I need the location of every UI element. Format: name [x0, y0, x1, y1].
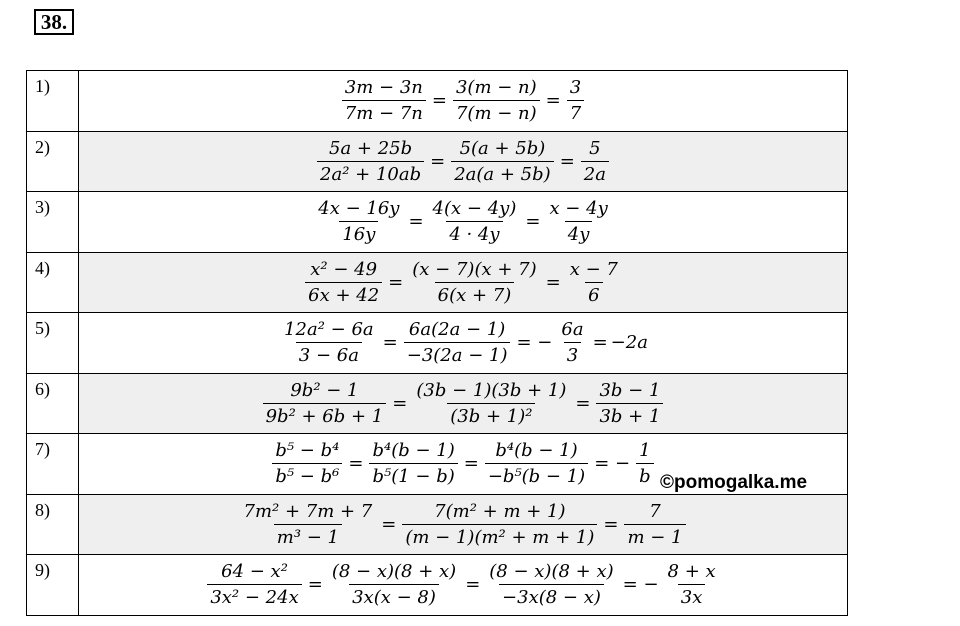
numerator: 5a + 25b [329, 137, 413, 159]
numerator: 4(x − 4y) [432, 198, 517, 220]
numerator: (8 − x)(8 + x) [331, 561, 457, 583]
table-row [27, 131, 848, 192]
operator: = [381, 513, 397, 535]
row-number: 2) [27, 131, 79, 192]
operator: = [575, 392, 591, 414]
operator: = [545, 271, 561, 293]
numerator: (x − 7)(x + 7) [412, 258, 537, 280]
denominator: b⁵(1 − b) [369, 463, 457, 487]
denominator: 6 [585, 282, 602, 306]
fraction [272, 440, 342, 487]
fraction [567, 259, 621, 306]
numerator: 3b − 1 [599, 379, 661, 401]
fraction [486, 561, 616, 608]
row-number: 4) [27, 252, 79, 313]
fraction [402, 501, 597, 548]
denominator: 2a [581, 161, 609, 185]
fraction [413, 380, 569, 427]
fraction [263, 380, 387, 427]
fraction [404, 319, 511, 366]
denominator: b [636, 463, 654, 487]
numerator: 7(m² + m + 1) [434, 500, 566, 522]
fraction [317, 138, 424, 185]
operator: = [525, 211, 541, 233]
numerator: b⁴(b − 1) [495, 440, 578, 462]
fraction [305, 259, 382, 306]
operator: = − [594, 453, 631, 475]
numerator: (3b − 1)(3b + 1) [416, 379, 567, 401]
denominator: 3x(x − 8) [349, 584, 439, 608]
numerator: 64 − x² [221, 561, 288, 583]
table-row [27, 373, 848, 434]
fraction [596, 380, 663, 427]
fraction [665, 561, 719, 608]
fraction [369, 440, 457, 487]
row-expression [79, 373, 848, 434]
denominator: m³ − 1 [274, 524, 342, 548]
operator: = − [622, 574, 659, 596]
fraction [342, 77, 426, 124]
equation-chain [269, 440, 656, 487]
solutions-table [26, 70, 848, 616]
row-number: 6) [27, 373, 79, 434]
fraction [241, 501, 376, 548]
denominator: 3x [678, 584, 706, 608]
operator: = [463, 453, 479, 475]
row-number: 3) [27, 192, 79, 253]
numerator: 6a(2a − 1) [408, 319, 506, 341]
equation-chain [260, 380, 667, 427]
fraction [329, 561, 459, 608]
denominator: (m − 1)(m² + m + 1) [402, 524, 597, 548]
fraction [581, 138, 609, 185]
operator: = [348, 453, 364, 475]
fraction [624, 501, 685, 548]
fraction [409, 259, 539, 306]
denominator: 3 − 6a [296, 342, 362, 366]
numerator: 4x − 16y [318, 198, 400, 220]
row-expression [79, 192, 848, 253]
numerator: x − 7 [569, 258, 618, 280]
numerator: 12a² − 6a [284, 319, 374, 341]
fraction [315, 198, 402, 245]
numerator: 7m² + 7m + 7 [243, 500, 373, 522]
equation-chain [204, 561, 721, 608]
fraction [430, 198, 520, 245]
operator: = [465, 574, 481, 596]
denominator: 7m − 7n [342, 100, 426, 124]
table-row [27, 71, 848, 132]
table-row [27, 313, 848, 374]
numerator: 7 [649, 500, 661, 522]
denominator: 3 [564, 342, 581, 366]
operator: = [430, 150, 446, 172]
equation-chain [302, 259, 624, 306]
operator: = [603, 513, 619, 535]
fraction [281, 319, 377, 366]
denominator: 4 · 4y [446, 221, 502, 245]
fraction [207, 561, 301, 608]
numerator: 3(m − n) [455, 77, 537, 99]
numerator: 3 [569, 77, 582, 99]
operator: = [431, 90, 447, 112]
equation-chain [339, 77, 587, 124]
denominator: 6x + 42 [305, 282, 382, 306]
numerator: 1 [639, 440, 651, 462]
row-number: 5) [27, 313, 79, 374]
operator: = [388, 271, 404, 293]
operator: = [545, 90, 561, 112]
row-expression [79, 555, 848, 616]
numerator: 6a [561, 319, 584, 341]
denominator: 3x² − 24x [207, 584, 301, 608]
table-row [27, 192, 848, 253]
fraction [485, 440, 588, 487]
row-expression [79, 313, 848, 374]
numerator: 9b² − 1 [290, 379, 359, 401]
denominator: 7 [567, 100, 584, 124]
fraction [451, 138, 553, 185]
denominator: (3b + 1)² [447, 403, 535, 427]
denominator: 3b + 1 [596, 403, 663, 427]
table-row [27, 252, 848, 313]
row-number: 7) [27, 434, 79, 495]
numerator: x − 4y [549, 198, 608, 220]
operator: = [408, 211, 424, 233]
equation-chain [238, 501, 689, 548]
row-expression [79, 131, 848, 192]
numerator: 5(a + 5b) [459, 137, 546, 159]
row-number: 9) [27, 555, 79, 616]
row-expression [79, 252, 848, 313]
numerator: (8 − x)(8 + x) [489, 561, 614, 583]
denominator: −3x(8 − x) [499, 584, 604, 608]
fraction [558, 319, 586, 366]
operator: = [392, 392, 408, 414]
table-row [27, 494, 848, 555]
operator: = [382, 332, 398, 354]
numerator: b⁵ − b⁴ [275, 440, 340, 462]
numerator: 3m − 3n [344, 77, 423, 99]
denominator: 2a² + 10ab [317, 161, 424, 185]
denominator: 9b² + 6b + 1 [263, 403, 387, 427]
equation-chain [278, 319, 648, 366]
result-term: −2a [610, 332, 648, 354]
operator: = − [516, 332, 553, 354]
row-expression [79, 71, 848, 132]
denominator: 7(m − n) [453, 100, 540, 124]
numerator: x² − 49 [310, 258, 378, 280]
problem-number: 38. [34, 9, 74, 35]
denominator: 16y [339, 221, 378, 245]
denominator: −b⁵(b − 1) [485, 463, 588, 487]
fraction [453, 77, 540, 124]
denominator: 6(x + 7) [435, 282, 515, 306]
row-number: 8) [27, 494, 79, 555]
watermark: ©pomogalka.me [660, 472, 808, 493]
numerator: 5 [589, 137, 601, 159]
denominator: −3(2a − 1) [404, 342, 511, 366]
denominator: b⁵ − b⁶ [272, 463, 342, 487]
numerator: 8 + x [667, 561, 716, 583]
fraction [546, 198, 610, 245]
equation-chain [312, 198, 614, 245]
denominator: 2a(a + 5b) [451, 161, 553, 185]
denominator: 4y [565, 221, 593, 245]
fraction [636, 440, 654, 487]
operator: = [307, 574, 323, 596]
operator: = [559, 150, 575, 172]
operator: = [592, 332, 608, 354]
row-number: 1) [27, 71, 79, 132]
row-expression [79, 494, 848, 555]
equation-chain [314, 138, 612, 185]
fraction [567, 77, 584, 124]
numerator: b⁴(b − 1) [372, 440, 455, 462]
denominator: m − 1 [624, 524, 685, 548]
table-row [27, 555, 848, 616]
